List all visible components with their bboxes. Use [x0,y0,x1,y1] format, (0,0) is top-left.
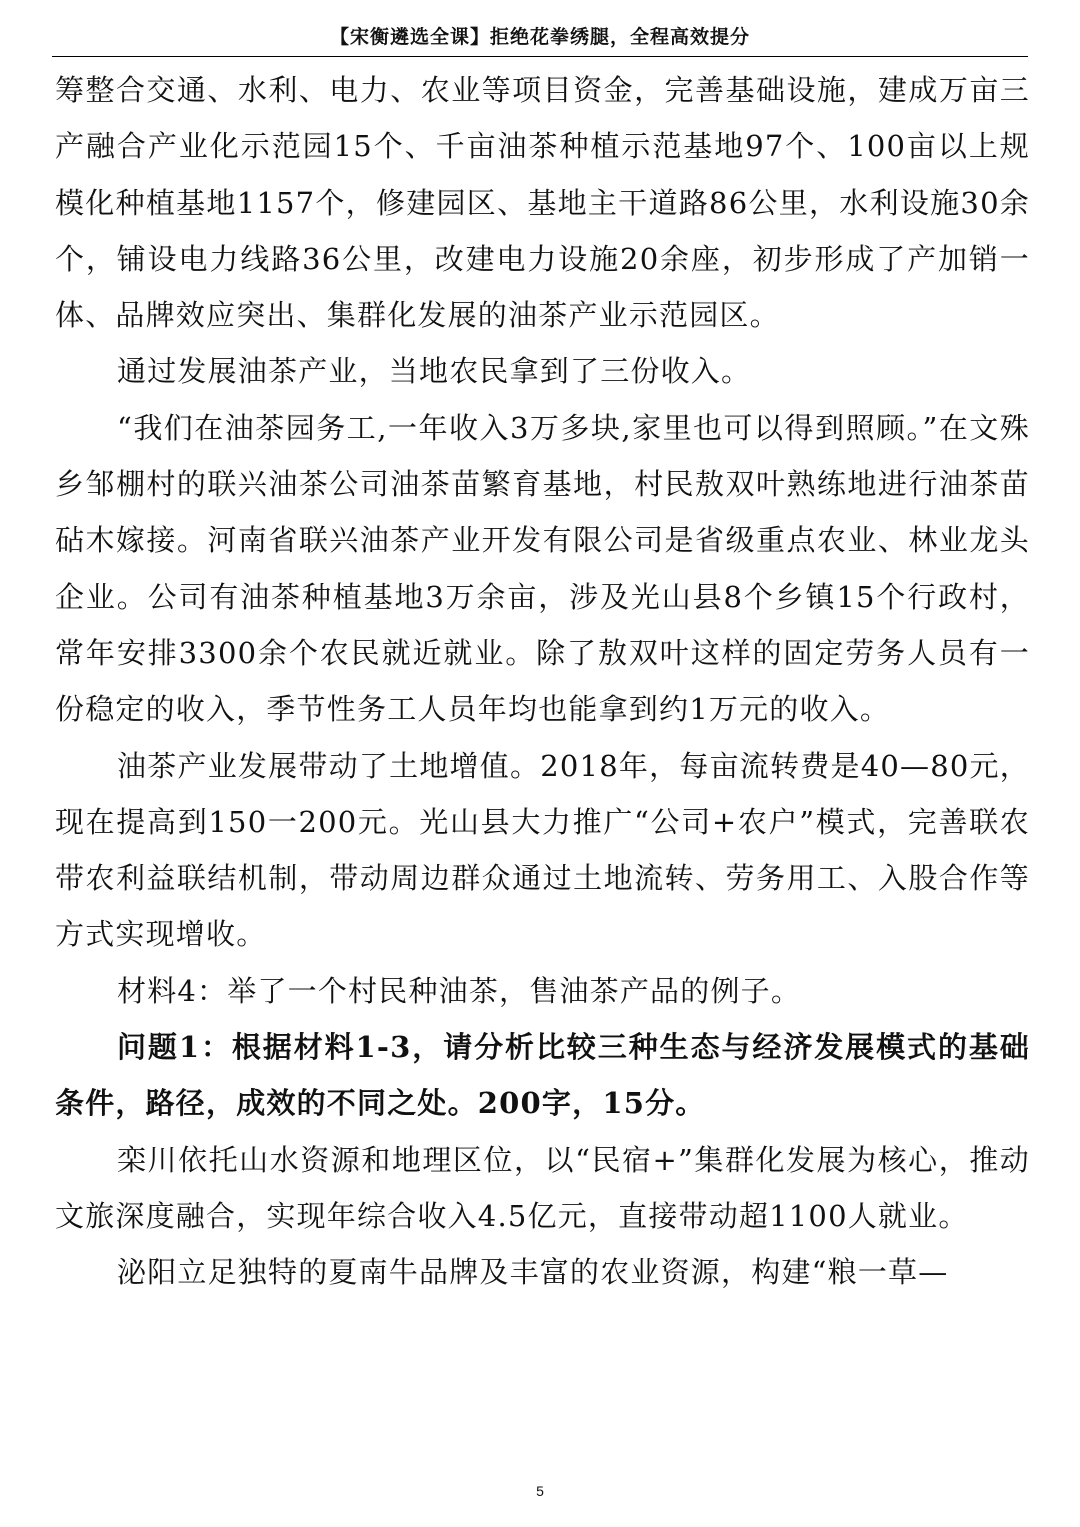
paragraph-luanchuan: 栾川依托山水资源和地理区位，以“民宿+”集群化发展为核心，推动文旅深度融合，实现年综合收入4.5亿元，直接带动超1100人就业。 [55,1142,1030,1233]
paragraph-three-incomes: 通过发展油茶产业，当地农民拿到了三份收入。 [117,354,752,389]
paragraph-worker-quote: “我们在油茶园务工,一年收入3万多块,家里也可以得到照顾。”在文殊乡邹棚村的联兴油茶公司油茶苗繁育基地，村民敖双叶熟练地进行油茶苗砧木嫁接。河南省联兴油茶产业开发有限公司是省级重点农业、林业龙头企业。公司有油茶种植基地3万余亩，涉及光山县8个乡镇15个行政村，常年安排3300余个农民就近就业。除了敖双叶这样的固定劳务人员有一份稳定的收入，季节性务工人员年均也能拿到约1万元的收入。 [55,410,1030,727]
question-1-heading: 问题1：根据材料1-3，请分析比较三种生态与经济发展模式的基础条件，路径，成效的不同之处。200字，15分。 [55,1030,1030,1121]
paragraph-biyang: 泌阳立足独特的夏南牛品牌及丰富的农业资源，构建“粮一草— [117,1255,949,1290]
header-divider [52,56,1028,57]
paragraph-material-4: 材料4：举了一个村民种油茶，售油茶产品的例子。 [117,973,802,1008]
document-body [55,62,1030,1301]
paragraph-infrastructure: 筹整合交通、水利、电力、农业等项目资金，完善基础设施，建成万亩三产融合产业化示范园15个、千亩油茶种植示范基地97个、100亩以上规模化种植基地1157个，修建园区、基地主干道路86公里，水利设施30余个，铺设电力线路36公里，改建电力设施20余座，初步形成了产加销一体、品牌效应突出、集群化发展的油茶产业示范园区。 [55,73,1030,333]
document-header: 【宋衡遴选全课】拒绝花拳绣腿，全程高效提分 [329,26,750,48]
paragraph-land-value: 油茶产业发展带动了土地增值。2018年，每亩流转费是40—80元，现在提高到150一200元。光山县大力推广“公司+农户”模式，完善联农带农利益联结机制，带动周边群众通过土地流转、劳务用工、入股合作等方式实现增收。 [55,748,1030,952]
page-number: 5 [536,1483,544,1499]
